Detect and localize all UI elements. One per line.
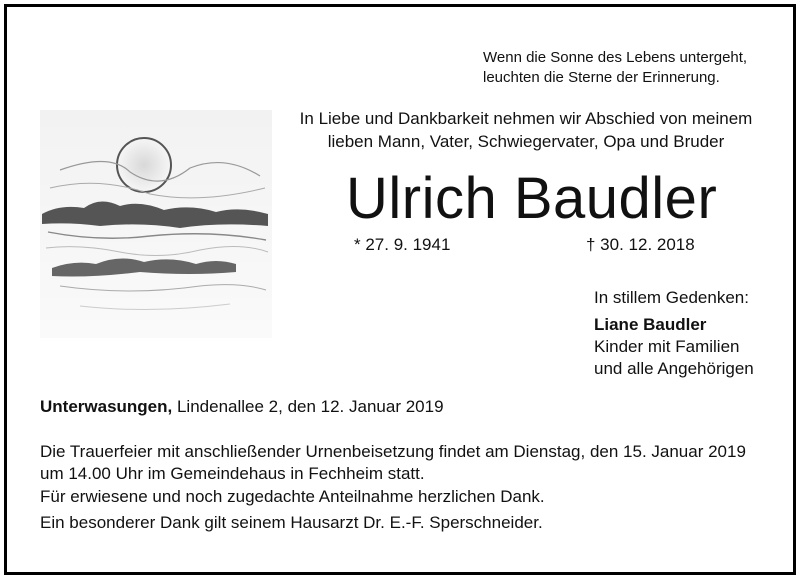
mourners-block [594, 287, 754, 380]
ceremony-line-1: Die Trauerfeier mit anschließender Urnenbeisetzung findet am Dienstag, den 15. Januar 2019 [40, 442, 746, 461]
ceremony-line-2: um 14.00 Uhr im Gemeindehaus in Fechheim statt. [40, 464, 425, 483]
intro-line-1: In Liebe und Dankbarkeit nehmen wir Abschied von meinem [299, 109, 753, 128]
mourners-line-3: und alle Angehörigen [594, 359, 754, 378]
motto-line-1: Wenn die Sonne des Lebens untergeht, [483, 49, 748, 66]
ceremony-text [40, 441, 746, 485]
mourners-line-2: Kinder mit Familien [594, 337, 740, 356]
death-date: † 30. 12. 2018 [586, 235, 695, 254]
thanks-line-2: Ein besonderer Dank gilt seinem Hausarzt Dr. E.-F. Sperschneider. [40, 513, 543, 532]
birth-date: * 27. 9. 1941 [354, 235, 451, 254]
address-date: Lindenallee 2, den 12. Januar 2019 [172, 397, 444, 416]
place-date-line [40, 396, 444, 418]
town-name: Unterwasungen, [40, 397, 173, 416]
intro-line-2: lieben Mann, Vater, Schwiegervater, Opa und Bruder [327, 132, 725, 151]
deceased-name: Ulrich Baudler [346, 166, 718, 231]
motto [483, 48, 747, 88]
grief-heading: In stillem Gedenken: [594, 288, 749, 307]
motto-line-2: leuchten die Sterne der Erinnerung. [483, 69, 720, 86]
sunset-sketch-image [40, 110, 272, 338]
thanks-line-1: Für erwiesene und noch zugedachte Anteilnahme herzlichen Dank. [40, 487, 545, 506]
intro-text [292, 107, 760, 153]
mourner-name: Liane Baudler [594, 315, 707, 334]
